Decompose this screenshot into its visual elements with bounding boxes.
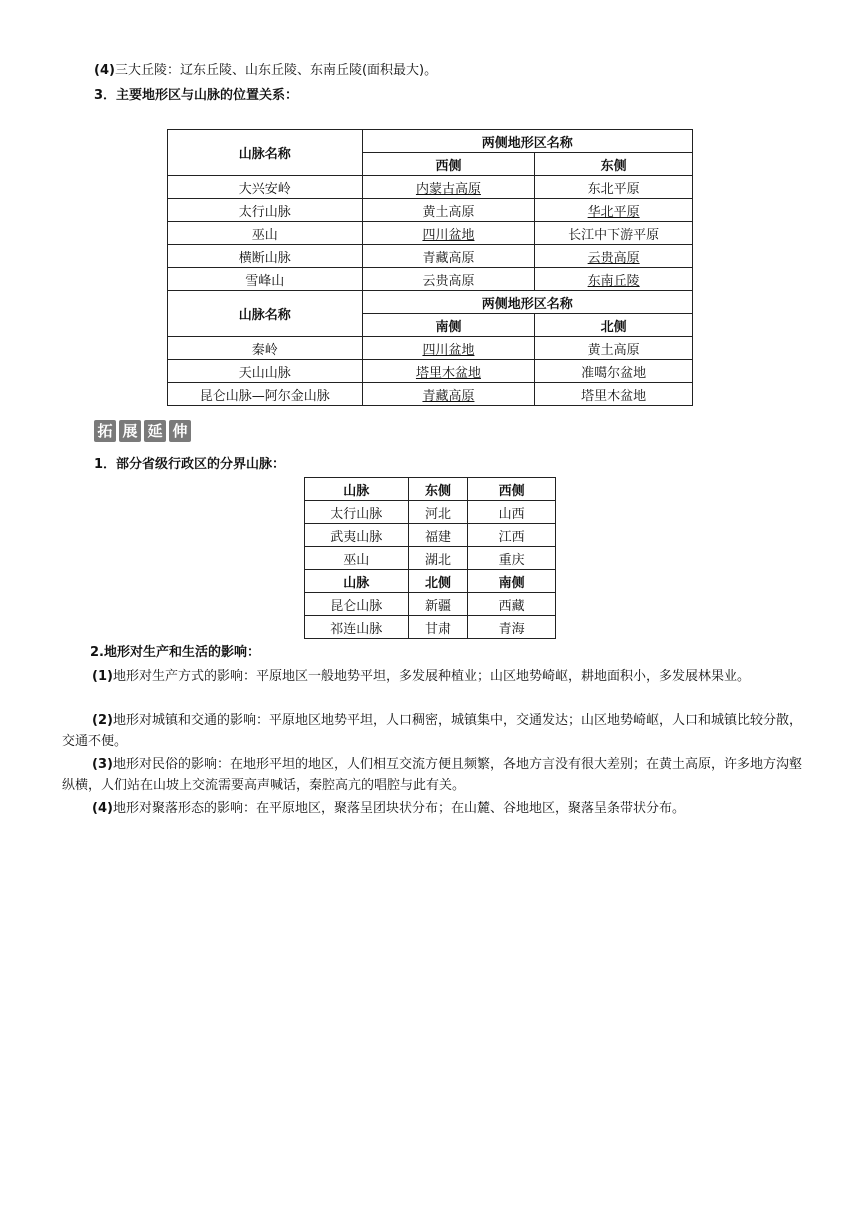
table-row xyxy=(305,524,556,547)
mountain-cell: 祁连山脉 xyxy=(305,616,409,639)
paragraph-text: 地形对城镇和交通的影响：平原地区地势平坦，人口稠密，城镇集中，交通发达；山区地势崎岖，人口和城镇比较分散，交通不便。 xyxy=(62,713,802,749)
table-row xyxy=(305,547,556,570)
mountain-cell: 横断山脉 xyxy=(168,245,363,268)
province-cell: 重庆 xyxy=(468,547,556,570)
extension-section-2-heading: 2.地形对生产和生活的影响： xyxy=(90,645,260,660)
header-mountain-2: 山脉 xyxy=(305,570,409,593)
table-row xyxy=(305,593,556,616)
section-3-heading: 3．主要地形区与山脉的位置关系： xyxy=(94,88,299,103)
mountain-cell: 巫山 xyxy=(305,547,409,570)
table-row xyxy=(305,616,556,639)
paragraph-text: 地形对民俗的影响：在地形平坦的地区，人们相互交流方便且频繁，各地方言没有很大差别；在黄土高原，许多地方沟壑纵横，人们站在山坡上交流需要高声喊话，秦腔高亢的唱腔与此有关。 xyxy=(62,757,802,793)
table-row xyxy=(305,501,556,524)
header-mountain: 山脉 xyxy=(305,478,409,501)
table-row xyxy=(168,176,693,199)
table-row xyxy=(168,383,693,406)
header-south: 南侧 xyxy=(362,314,535,337)
mountain-cell: 昆仑山脉 xyxy=(305,593,409,616)
province-cell: 山西 xyxy=(468,501,556,524)
west-cell: 四川盆地 xyxy=(362,222,535,245)
mountain-cell: 雪峰山 xyxy=(168,268,363,291)
mountain-cell: 天山山脉 xyxy=(168,360,363,383)
east-cell: 华北平原 xyxy=(535,199,693,222)
province-cell: 湖北 xyxy=(408,547,468,570)
table-row xyxy=(168,337,693,360)
badge-char: 拓 xyxy=(94,420,116,442)
header-mountain-name-2: 山脉名称 xyxy=(168,291,363,337)
south-cell: 青藏高原 xyxy=(362,383,535,406)
north-cell: 黄土高原 xyxy=(535,337,693,360)
south-cell: 塔里木盆地 xyxy=(362,360,535,383)
province-boundary-table xyxy=(304,477,556,639)
header-both-sides: 两侧地形区名称 xyxy=(362,130,692,153)
west-cell: 黄土高原 xyxy=(362,199,535,222)
paragraph-1 xyxy=(62,666,802,687)
mountain-cell: 昆仑山脉—阿尔金山脉 xyxy=(168,383,363,406)
east-cell: 东北平原 xyxy=(535,176,693,199)
mountain-cell: 大兴安岭 xyxy=(168,176,363,199)
paragraph-number: (2) xyxy=(92,713,113,728)
mountain-cell: 巫山 xyxy=(168,222,363,245)
table-row xyxy=(168,245,693,268)
table-row xyxy=(168,360,693,383)
province-cell: 河北 xyxy=(408,501,468,524)
mountain-cell: 太行山脉 xyxy=(168,199,363,222)
west-cell: 青藏高原 xyxy=(362,245,535,268)
header-north: 北侧 xyxy=(535,314,693,337)
east-cell: 长江中下游平原 xyxy=(535,222,693,245)
east-cell: 东南丘陵 xyxy=(535,268,693,291)
mountain-cell: 秦岭 xyxy=(168,337,363,360)
paragraph-number: (3) xyxy=(92,757,113,772)
province-cell: 新疆 xyxy=(408,593,468,616)
header-north: 北侧 xyxy=(408,570,468,593)
province-cell: 江西 xyxy=(468,524,556,547)
west-cell: 云贵高原 xyxy=(362,268,535,291)
badge-char: 伸 xyxy=(169,420,191,442)
province-cell: 福建 xyxy=(408,524,468,547)
paragraph-text: 地形对生产方式的影响：平原地区一般地势平坦，多发展种植业；山区地势崎岖，耕地面积小，多发展林果业。 xyxy=(112,669,750,684)
north-cell: 准噶尔盆地 xyxy=(535,360,693,383)
extension-section-1-heading: 1．部分省级行政区的分界山脉： xyxy=(94,457,286,472)
paragraph-number: (4) xyxy=(92,801,113,816)
table-row xyxy=(168,268,693,291)
east-cell: 云贵高原 xyxy=(535,245,693,268)
header-south: 南侧 xyxy=(468,570,556,593)
south-cell: 四川盆地 xyxy=(362,337,535,360)
province-cell: 西藏 xyxy=(468,593,556,616)
paragraph-4 xyxy=(62,798,802,819)
header-both-sides-2: 两侧地形区名称 xyxy=(362,291,692,314)
header-mountain-name: 山脉名称 xyxy=(168,130,363,176)
header-east: 东侧 xyxy=(408,478,468,501)
table-row xyxy=(168,222,693,245)
paragraph-3 xyxy=(62,754,802,796)
paragraph-number: (1) xyxy=(92,669,113,684)
hills-text: 三大丘陵：辽东丘陵、山东丘陵、东南丘陵(面积最大)。 xyxy=(114,63,438,78)
extension-badge xyxy=(94,420,191,442)
badge-char: 延 xyxy=(144,420,166,442)
paragraph-2 xyxy=(62,710,802,752)
table-row xyxy=(168,199,693,222)
mountain-cell: 太行山脉 xyxy=(305,501,409,524)
west-cell: 内蒙古高原 xyxy=(362,176,535,199)
header-west: 西侧 xyxy=(362,153,535,176)
badge-char: 展 xyxy=(119,420,141,442)
north-cell: 塔里木盆地 xyxy=(535,383,693,406)
hills-prefix: (4) xyxy=(94,63,115,78)
mountain-cell: 武夷山脉 xyxy=(305,524,409,547)
paragraph-text: 地形对聚落形态的影响：在平原地区，聚落呈团块状分布；在山麓、谷地地区，聚落呈条带状分布。 xyxy=(112,801,685,816)
province-cell: 青海 xyxy=(468,616,556,639)
header-east: 东侧 xyxy=(535,153,693,176)
header-west: 西侧 xyxy=(468,478,556,501)
terrain-mountain-table xyxy=(167,129,693,406)
hills-line xyxy=(94,62,437,80)
province-cell: 甘肃 xyxy=(408,616,468,639)
